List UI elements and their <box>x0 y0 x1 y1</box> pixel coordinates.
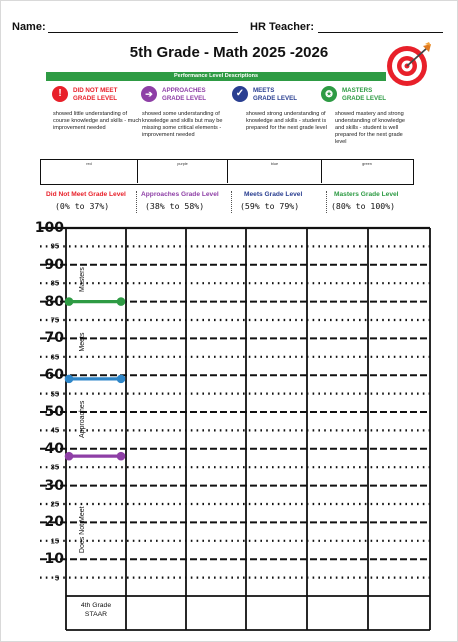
y-tick-label: 60 <box>44 367 64 384</box>
teacher-label: HR Teacher: <box>250 21 314 33</box>
arrow-right-icon: ➔ <box>141 86 157 102</box>
y-tick-label: 5 <box>54 572 59 582</box>
band-label: Masters <box>79 267 86 292</box>
level-name-line2: GRADE LEVEL <box>253 94 298 102</box>
y-tick-label: 85 <box>50 278 59 288</box>
level-name-line1: DID NOT MEET <box>73 87 118 94</box>
y-tick-label: 55 <box>50 388 59 398</box>
range-value-masters: (80% to 100%) <box>331 201 396 211</box>
range-name-did-not-meet: Did Not Meet Grade Level <box>46 191 126 198</box>
band-label: Approaches <box>79 400 86 439</box>
level-name-line1: APPROACHES <box>162 87 206 94</box>
level-description: showed little understanding of course knowledge and skills - much improvement needed <box>53 111 142 131</box>
color-box-label: purple <box>177 162 188 166</box>
band-label: Meets <box>79 332 86 352</box>
level-description: showed mastery and strong understanding of knowledge and skills - student is well prepared for the next grade level <box>335 111 405 145</box>
staar-column-label <box>66 601 126 619</box>
range-name-masters: Masters Grade Level <box>334 191 399 198</box>
y-tick-label: 50 <box>44 404 64 420</box>
checkmark-icon: ✓ <box>232 86 248 102</box>
range-value-approaches: (38% to 58%) <box>145 201 205 211</box>
threshold-dot-end <box>117 375 126 384</box>
color-box-label: blue <box>270 162 279 166</box>
y-tick-label: 100 <box>34 220 64 236</box>
y-tick-label: 30 <box>44 477 64 494</box>
name-label: Name: <box>12 21 46 33</box>
staar-label-line1: 4th Grade <box>80 602 112 609</box>
threshold-dot-start <box>65 452 74 461</box>
level-name-line2: GRADE LEVEL <box>342 94 387 102</box>
y-tick-label: 40 <box>44 440 64 457</box>
color-box-label: green <box>362 162 372 166</box>
level-description: showed some understanding of knowledge and skills but may be missing some critical elements - improvement needed <box>142 111 223 138</box>
y-tick-label: 25 <box>50 499 59 509</box>
y-tick-label: 70 <box>44 330 64 347</box>
y-tick-label: 65 <box>50 352 59 362</box>
range-name-approaches: Approaches Grade Level <box>141 191 219 198</box>
y-tick-label: 90 <box>44 256 64 273</box>
y-tick-label: 80 <box>44 293 64 310</box>
y-tick-label: 95 <box>50 241 59 251</box>
level-name-line2: GRADE LEVEL <box>73 94 118 102</box>
range-value-meets: (59% to 79%) <box>240 201 300 211</box>
staar-label-line2: STAAR <box>84 611 108 618</box>
range-value-did-not-meet: (0% to 37%) <box>55 201 110 211</box>
threshold-dot-end <box>117 297 126 306</box>
range-name-meets: Meets Grade Level <box>244 191 303 198</box>
medal-icon: ✪ <box>321 86 337 102</box>
level-name-line1: MASTERS <box>342 87 373 94</box>
performance-title-bar: Performance Level Descriptions <box>46 72 386 81</box>
y-tick-label: 35 <box>50 462 59 472</box>
y-tick-label: 10 <box>44 551 64 568</box>
y-tick-label: 75 <box>50 315 59 325</box>
y-tick-label: 45 <box>50 425 59 435</box>
threshold-dot-start <box>65 375 74 384</box>
threshold-dot-end <box>117 452 126 461</box>
band-label: Does Not Meet <box>79 506 86 554</box>
level-name-line2: GRADE LEVEL <box>162 94 207 102</box>
level-description: showed strong understanding of knowledge and skills - student is prepared for the next grade level <box>246 111 327 131</box>
threshold-dot-start <box>65 297 74 306</box>
page-title: 5th Grade - Math 2025 -2026 <box>129 44 329 61</box>
color-box-label: red <box>86 162 92 166</box>
alert-icon: ! <box>52 86 68 102</box>
y-tick-label: 15 <box>50 536 59 546</box>
y-tick-label: 20 <box>44 514 64 531</box>
level-name-line1: MEETS <box>253 87 275 94</box>
